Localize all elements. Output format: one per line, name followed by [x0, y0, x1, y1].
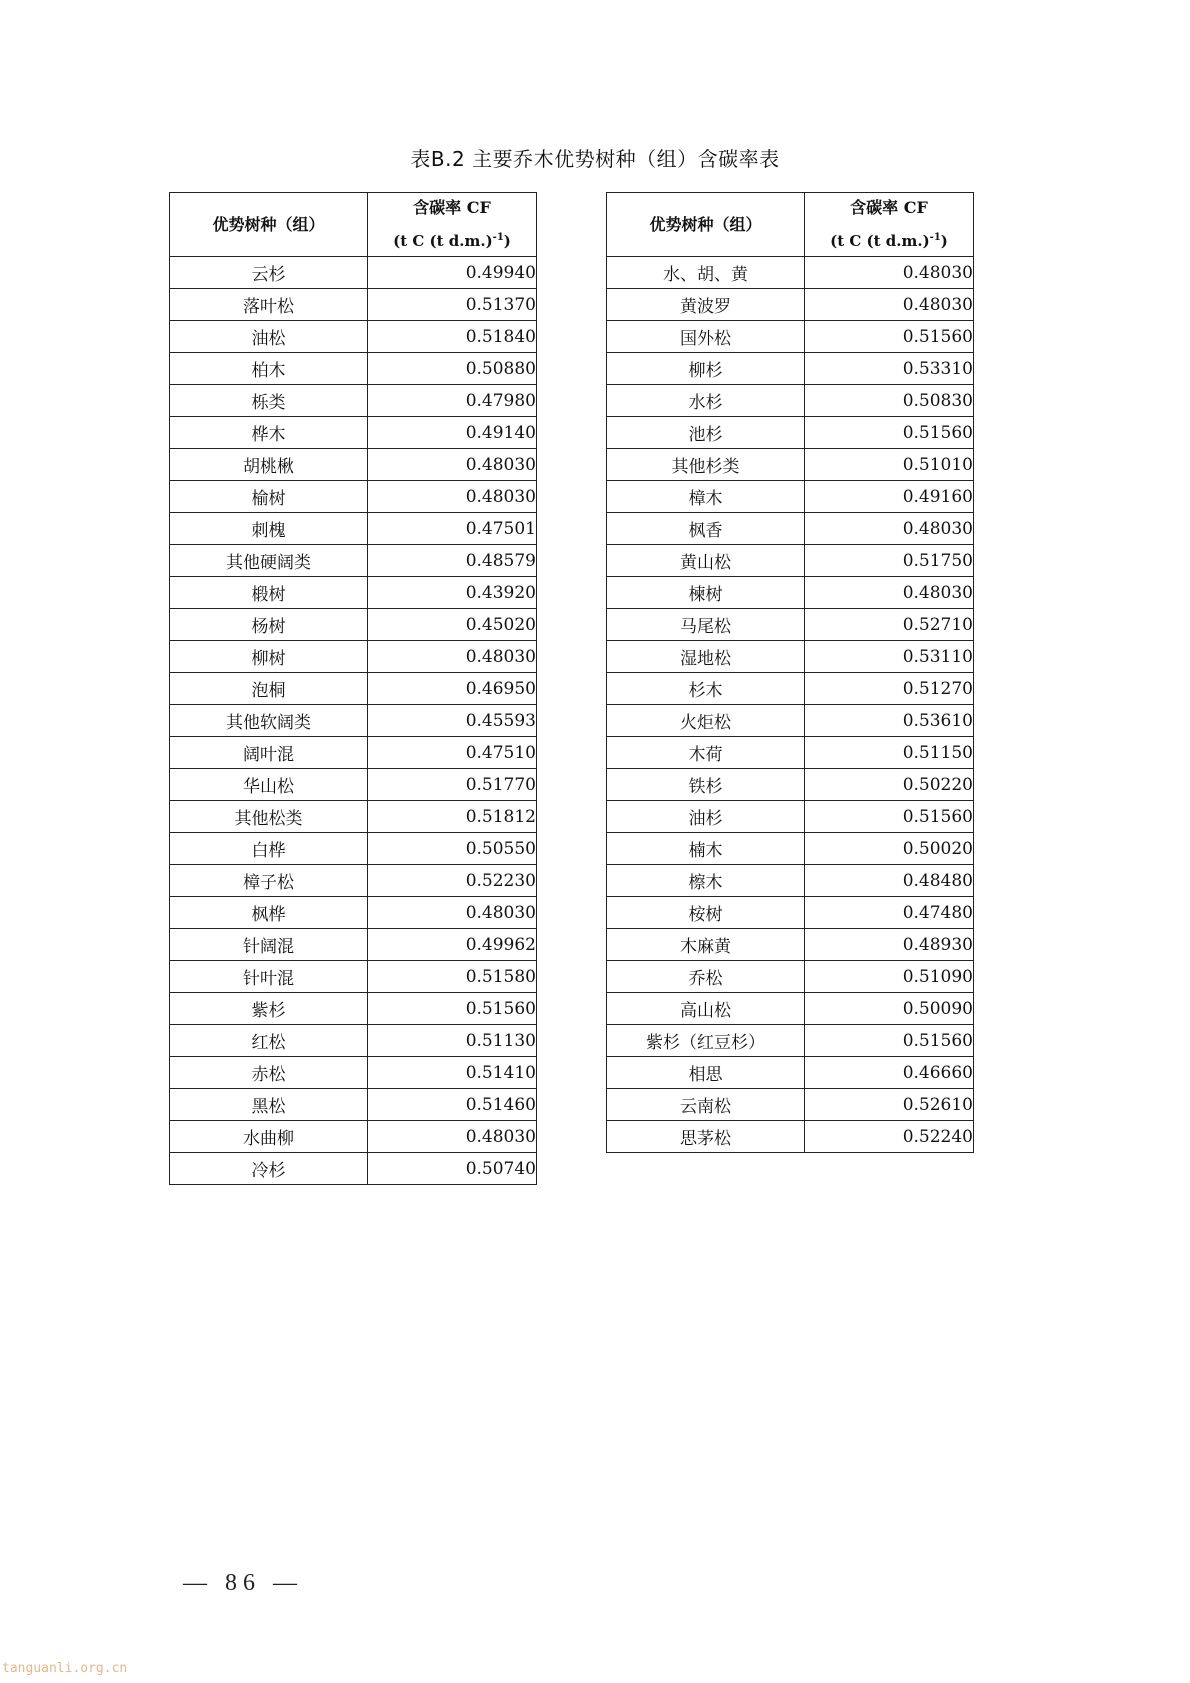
carbon-fraction-cell: 0.51840	[368, 321, 537, 353]
species-name-cell: 紫杉	[170, 993, 368, 1025]
species-name-cell: 椴树	[170, 577, 368, 609]
species-name-cell: 铁杉	[607, 769, 805, 801]
table-row	[607, 321, 974, 353]
species-name-cell: 华山松	[170, 769, 368, 801]
table-row	[170, 513, 537, 545]
species-name-cell: 其他硬阔类	[170, 545, 368, 577]
species-name-cell: 水曲柳	[170, 1121, 368, 1153]
table-row	[170, 961, 537, 993]
species-name-cell: 楠木	[607, 833, 805, 865]
table-row	[170, 673, 537, 705]
carbon-fraction-cell: 0.51410	[368, 1057, 537, 1089]
species-name-cell: 其他杉类	[607, 449, 805, 481]
species-name-cell: 火炬松	[607, 705, 805, 737]
table-row	[607, 545, 974, 577]
carbon-fraction-cell: 0.50740	[368, 1153, 537, 1185]
table-body-left	[170, 257, 537, 1185]
carbon-fraction-cell: 0.51750	[805, 545, 974, 577]
species-name-cell: 针叶混	[170, 961, 368, 993]
species-name-cell: 水、胡、黄	[607, 257, 805, 289]
species-name-cell: 栎类	[170, 385, 368, 417]
species-name-cell: 紫杉（红豆杉）	[607, 1025, 805, 1057]
table-row	[170, 801, 537, 833]
species-name-cell: 马尾松	[607, 609, 805, 641]
species-name-cell: 杨树	[170, 609, 368, 641]
species-name-cell: 其他松类	[170, 801, 368, 833]
carbon-fraction-cell: 0.51580	[368, 961, 537, 993]
species-name-cell: 木荷	[607, 737, 805, 769]
carbon-fraction-cell: 0.51090	[805, 961, 974, 993]
species-name-cell: 胡桃楸	[170, 449, 368, 481]
species-name-cell: 高山松	[607, 993, 805, 1025]
carbon-fraction-cell: 0.45593	[368, 705, 537, 737]
carbon-fraction-cell: 0.51560	[368, 993, 537, 1025]
species-name-cell: 楝树	[607, 577, 805, 609]
table-row	[170, 993, 537, 1025]
species-name-cell: 白桦	[170, 833, 368, 865]
table-row	[607, 897, 974, 929]
species-name-cell: 黑松	[170, 1089, 368, 1121]
species-name-cell: 油松	[170, 321, 368, 353]
carbon-fraction-cell: 0.51370	[368, 289, 537, 321]
species-column-header: 优势树种（组）	[607, 193, 805, 257]
table-row	[607, 609, 974, 641]
carbon-fraction-cell: 0.51770	[368, 769, 537, 801]
table-row	[607, 929, 974, 961]
carbon-fraction-cell: 0.48030	[368, 641, 537, 673]
table-row	[607, 1025, 974, 1057]
carbon-fraction-cell: 0.49962	[368, 929, 537, 961]
page-number: — 86 —	[183, 1570, 303, 1596]
species-name-cell: 赤松	[170, 1057, 368, 1089]
species-name-cell: 泡桐	[170, 673, 368, 705]
table-row	[170, 705, 537, 737]
carbon-fraction-cell: 0.47980	[368, 385, 537, 417]
table-row	[607, 737, 974, 769]
carbon-fraction-cell: 0.49940	[368, 257, 537, 289]
species-name-cell: 相思	[607, 1057, 805, 1089]
table-row	[607, 449, 974, 481]
species-name-cell: 池杉	[607, 417, 805, 449]
table-body-right	[607, 257, 974, 1153]
table-row	[170, 897, 537, 929]
carbon-fraction-cell: 0.52710	[805, 609, 974, 641]
carbon-fraction-cell: 0.48579	[368, 545, 537, 577]
species-name-cell: 枫香	[607, 513, 805, 545]
table-row	[170, 289, 537, 321]
species-name-cell: 思茅松	[607, 1121, 805, 1153]
species-name-cell: 红松	[170, 1025, 368, 1057]
carbon-fraction-cell: 0.46950	[368, 673, 537, 705]
table-row	[607, 385, 974, 417]
species-name-cell: 刺槐	[170, 513, 368, 545]
carbon-fraction-cell: 0.51560	[805, 417, 974, 449]
table-row	[170, 737, 537, 769]
carbon-fraction-cell: 0.50550	[368, 833, 537, 865]
table-row	[170, 257, 537, 289]
table-row	[607, 577, 974, 609]
species-name-cell: 乔松	[607, 961, 805, 993]
table-row	[170, 833, 537, 865]
carbon-fraction-cell: 0.47480	[805, 897, 974, 929]
carbon-fraction-cell: 0.48030	[368, 481, 537, 513]
species-name-cell: 其他软阔类	[170, 705, 368, 737]
carbon-fraction-cell: 0.50090	[805, 993, 974, 1025]
species-name-cell: 油杉	[607, 801, 805, 833]
table-row	[170, 385, 537, 417]
carbon-fraction-cell: 0.47501	[368, 513, 537, 545]
carbon-fraction-cell: 0.49160	[805, 481, 974, 513]
table-row	[607, 641, 974, 673]
table-row	[607, 1121, 974, 1153]
table-row	[170, 449, 537, 481]
carbon-fraction-cell: 0.48030	[805, 513, 974, 545]
table-row	[607, 1089, 974, 1121]
carbon-fraction-cell: 0.51560	[805, 801, 974, 833]
carbon-fraction-cell: 0.52240	[805, 1121, 974, 1153]
carbon-fraction-column-header	[368, 193, 537, 257]
table-row	[170, 481, 537, 513]
species-name-cell: 云南松	[607, 1089, 805, 1121]
carbon-fraction-cell: 0.53610	[805, 705, 974, 737]
table-row	[607, 673, 974, 705]
species-name-cell: 黄山松	[607, 545, 805, 577]
carbon-fraction-cell: 0.48030	[805, 257, 974, 289]
species-name-cell: 柳杉	[607, 353, 805, 385]
carbon-fraction-unit: (t C (t d.m.)$^{-1}$)	[393, 232, 511, 250]
table-row	[607, 289, 974, 321]
watermark-text: tanguanli.org.cn	[2, 1661, 128, 1676]
carbon-fraction-cell: 0.50220	[805, 769, 974, 801]
species-name-cell: 柳树	[170, 641, 368, 673]
species-name-cell: 樟子松	[170, 865, 368, 897]
carbon-fraction-cell: 0.48930	[805, 929, 974, 961]
carbon-fraction-cell: 0.53310	[805, 353, 974, 385]
table-row	[170, 321, 537, 353]
carbon-fraction-cell: 0.48030	[805, 289, 974, 321]
carbon-fraction-cell: 0.50880	[368, 353, 537, 385]
table-title: 表B.2 主要乔木优势树种（组）含碳率表	[410, 147, 780, 171]
carbon-fraction-table-right	[606, 192, 974, 1153]
carbon-fraction-cell: 0.47510	[368, 737, 537, 769]
carbon-fraction-cell: 0.49140	[368, 417, 537, 449]
species-name-cell: 檫木	[607, 865, 805, 897]
carbon-fraction-cell: 0.48030	[368, 449, 537, 481]
table-row	[170, 641, 537, 673]
table-row	[607, 769, 974, 801]
table-row	[607, 993, 974, 1025]
table-row	[607, 865, 974, 897]
table-row	[170, 577, 537, 609]
table-row	[170, 1025, 537, 1057]
table-row	[170, 1121, 537, 1153]
carbon-fraction-cell: 0.51130	[368, 1025, 537, 1057]
species-name-cell: 桉树	[607, 897, 805, 929]
carbon-fraction-cell: 0.51560	[805, 1025, 974, 1057]
table-row	[170, 353, 537, 385]
carbon-fraction-cell: 0.51460	[368, 1089, 537, 1121]
species-name-cell: 水杉	[607, 385, 805, 417]
table-row	[170, 545, 537, 577]
carbon-fraction-label: 含碳率 CF	[413, 198, 491, 217]
species-name-cell: 桦木	[170, 417, 368, 449]
carbon-fraction-cell: 0.51150	[805, 737, 974, 769]
carbon-fraction-cell: 0.43920	[368, 577, 537, 609]
carbon-fraction-cell: 0.51812	[368, 801, 537, 833]
species-name-cell: 针阔混	[170, 929, 368, 961]
table-row	[607, 833, 974, 865]
species-name-cell: 云杉	[170, 257, 368, 289]
table-row	[607, 257, 974, 289]
species-name-cell: 柏木	[170, 353, 368, 385]
carbon-fraction-column-header	[805, 193, 974, 257]
table-row	[607, 417, 974, 449]
table-row	[607, 513, 974, 545]
species-name-cell: 枫桦	[170, 897, 368, 929]
table-row	[607, 705, 974, 737]
table-row	[170, 1089, 537, 1121]
table-header-row	[170, 193, 537, 257]
species-name-cell: 木麻黄	[607, 929, 805, 961]
table-row	[170, 1057, 537, 1089]
species-name-cell: 黄波罗	[607, 289, 805, 321]
carbon-fraction-cell: 0.50830	[805, 385, 974, 417]
species-name-cell: 榆树	[170, 481, 368, 513]
carbon-fraction-cell: 0.50020	[805, 833, 974, 865]
carbon-fraction-cell: 0.48030	[805, 577, 974, 609]
species-name-cell: 国外松	[607, 321, 805, 353]
carbon-fraction-cell: 0.45020	[368, 609, 537, 641]
species-name-cell: 杉木	[607, 673, 805, 705]
table-row	[170, 609, 537, 641]
carbon-fraction-cell: 0.48030	[368, 897, 537, 929]
carbon-fraction-cell: 0.48480	[805, 865, 974, 897]
carbon-fraction-cell: 0.51010	[805, 449, 974, 481]
carbon-fraction-cell: 0.51560	[805, 321, 974, 353]
species-name-cell: 湿地松	[607, 641, 805, 673]
table-row	[170, 929, 537, 961]
table-row	[170, 865, 537, 897]
table-row	[607, 801, 974, 833]
species-column-header: 优势树种（组）	[170, 193, 368, 257]
table-row	[170, 417, 537, 449]
carbon-fraction-table-left	[169, 192, 537, 1185]
carbon-fraction-cell: 0.51270	[805, 673, 974, 705]
table-row	[607, 353, 974, 385]
carbon-fraction-label: 含碳率 CF	[850, 198, 928, 217]
species-name-cell: 阔叶混	[170, 737, 368, 769]
species-name-cell: 落叶松	[170, 289, 368, 321]
carbon-fraction-cell: 0.46660	[805, 1057, 974, 1089]
species-name-cell: 冷杉	[170, 1153, 368, 1185]
carbon-fraction-cell: 0.52230	[368, 865, 537, 897]
species-name-cell: 樟木	[607, 481, 805, 513]
carbon-fraction-cell: 0.48030	[368, 1121, 537, 1153]
carbon-fraction-cell: 0.53110	[805, 641, 974, 673]
carbon-fraction-cell: 0.52610	[805, 1089, 974, 1121]
table-row	[170, 769, 537, 801]
table-row	[607, 1057, 974, 1089]
carbon-fraction-unit: (t C (t d.m.)$^{-1}$)	[830, 232, 948, 250]
table-row	[607, 961, 974, 993]
table-header-row	[607, 193, 974, 257]
table-row	[607, 481, 974, 513]
table-row	[170, 1153, 537, 1185]
